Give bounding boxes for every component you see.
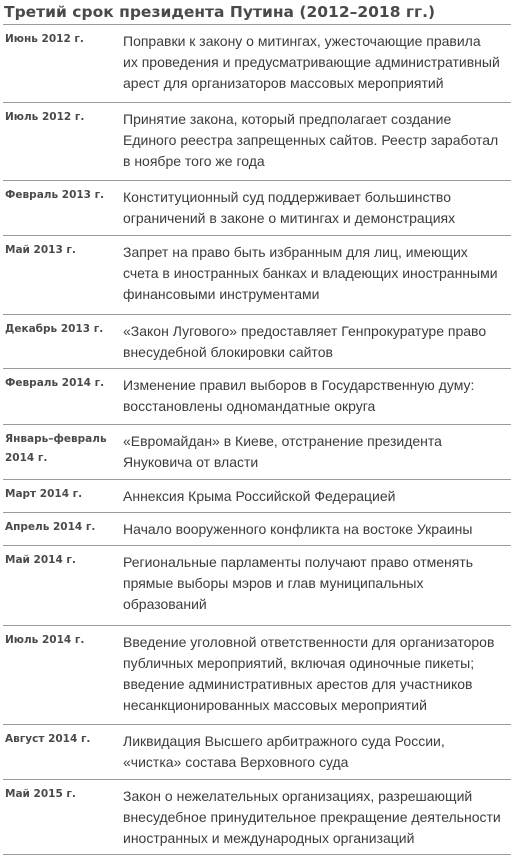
table-row xyxy=(3,725,511,780)
table-row xyxy=(3,780,511,855)
row-date: Август 2014 г. xyxy=(5,733,91,745)
row-date: Июль 2012 г. xyxy=(5,111,85,123)
row-text: Введение уголовной ответственности для организаторов публичных мероприятий, включая одиночные пикеты; введение административных арестов для участников несанкционированных массовых мероприятий xyxy=(123,634,495,713)
table-row xyxy=(3,236,511,315)
row-text: Ликвидация Высшего арбитражного суда России, «чистка» состава Верховного суда xyxy=(123,733,445,770)
row-text: Конституционный суд поддерживает большинство ограничений в законе о митингах и демонстрациях xyxy=(123,189,456,226)
table-row xyxy=(3,315,511,369)
table-row xyxy=(3,513,511,546)
row-text: Принятие закона, который предполагает создание Единого реестра запрещенных сайтов. Реестр заработал в ноябре того же года xyxy=(123,111,499,169)
row-text: Запрет на право быть избранным для лиц, имеющих счета в иностранных банках и владеющих иностранными финансовыми инструментами xyxy=(123,244,498,302)
table-row xyxy=(3,546,511,626)
row-date: Июнь 2012 г. xyxy=(5,33,84,45)
table-row xyxy=(3,626,511,725)
row-text: Изменение правил выборов в Государственную думу: восстановлены одномандатные округа xyxy=(123,377,475,414)
table-row xyxy=(3,25,511,103)
row-text: Поправки к закону о митингах, ужесточающие правила их проведения и предусматривающие административный арест для организаторов массовых мероприятий xyxy=(123,33,500,91)
row-date: Декабрь 2013 г. xyxy=(5,323,104,335)
row-text: «Евромайдан» в Киеве, отстранение президента Януковича от власти xyxy=(123,433,442,470)
row-date: Апрель 2014 г. xyxy=(5,521,96,533)
row-date: Май 2015 г. xyxy=(5,788,76,800)
table-row xyxy=(3,181,511,236)
row-text: Региональные парламенты получают право отменять прямые выборы мэров и глав муниципальных образований xyxy=(123,554,474,612)
row-date: Май 2014 г. xyxy=(5,554,76,566)
table-row xyxy=(3,103,511,181)
table-title: Третий срок президента Путина (2012–2018 гг.) xyxy=(3,2,511,25)
row-text: «Закон Лугового» предоставляет Генпрокуратуре право внесудебной блокировки сайтов xyxy=(123,323,487,360)
row-date: Июль 2014 г. xyxy=(5,634,85,646)
row-date: Февраль 2013 г. xyxy=(5,189,105,201)
table-row xyxy=(3,480,511,513)
row-date: Февраль 2014 г. xyxy=(5,377,105,389)
table-row xyxy=(3,369,511,425)
timeline-table xyxy=(3,25,511,855)
row-text: Закон о нежелательных организациях, разрешающий внесудебное принудительное прекращение деятельности иностранных и международных организаций xyxy=(123,788,501,846)
table-row xyxy=(3,425,511,480)
row-date: Май 2013 г. xyxy=(5,244,76,256)
row-date: Март 2014 г. xyxy=(5,488,83,500)
row-text: Аннексия Крыма Российской Федерацией xyxy=(123,488,396,504)
row-date: Январь–февраль 2014 г. xyxy=(5,433,107,464)
row-text: Начало вооруженного конфликта на востоке Украины xyxy=(123,521,473,537)
